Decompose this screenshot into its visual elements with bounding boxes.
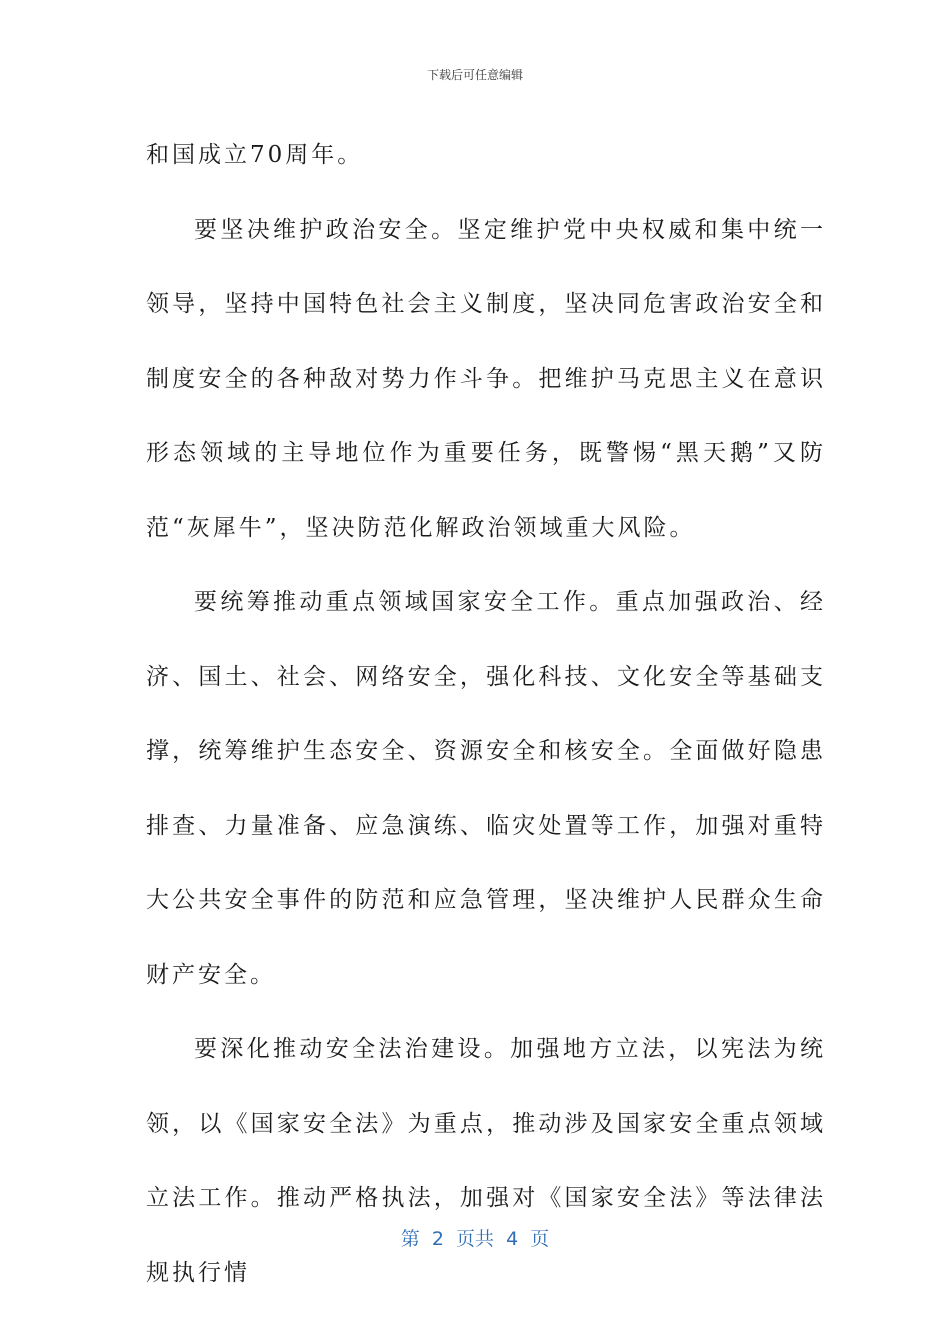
- paragraph-key-areas-security: 要统筹推动重点领域国家安全工作。重点加强政治、经济、国土、社会、网络安全，强化科技、文化安全等基础支撑，统筹维护生态安全、资源安全和核安全。全面做好隐患排查、力量准备、应急演练、临灾处置等工作，加强对重特大公共安全事件的防范和应急管理，坚决维护人民群众生命财产安全。: [146, 589, 826, 988]
- paragraph-continuation: 和国成立70周年。: [146, 142, 364, 168]
- paragraph-rule-of-law: 要深化推动安全法治建设。加强地方立法，以宪法为统领，以《国家安全法》为重点，推动涉及国家安全重点领域立法工作。推动严格执法，加强对《国家安全法》等法律法规执行情: [146, 1036, 826, 1286]
- page-number: 第 2 页共 4 页: [400, 1228, 550, 1250]
- page-header: 下载后可任意编辑: [426, 68, 523, 82]
- document-body: [146, 118, 826, 1310]
- paragraph-political-security: 要坚决维护政治安全。坚定维护党中央权威和集中统一领导，坚持中国特色社会主义制度，坚决同危害政治安全和制度安全的各种敌对势力作斗争。把维护马克思主义在意识形态领域的主导地位作为重要任务，既警惕“黑天鹅”又防范“灰犀牛”，坚决防范化解政治领域重大风险。: [146, 216, 826, 541]
